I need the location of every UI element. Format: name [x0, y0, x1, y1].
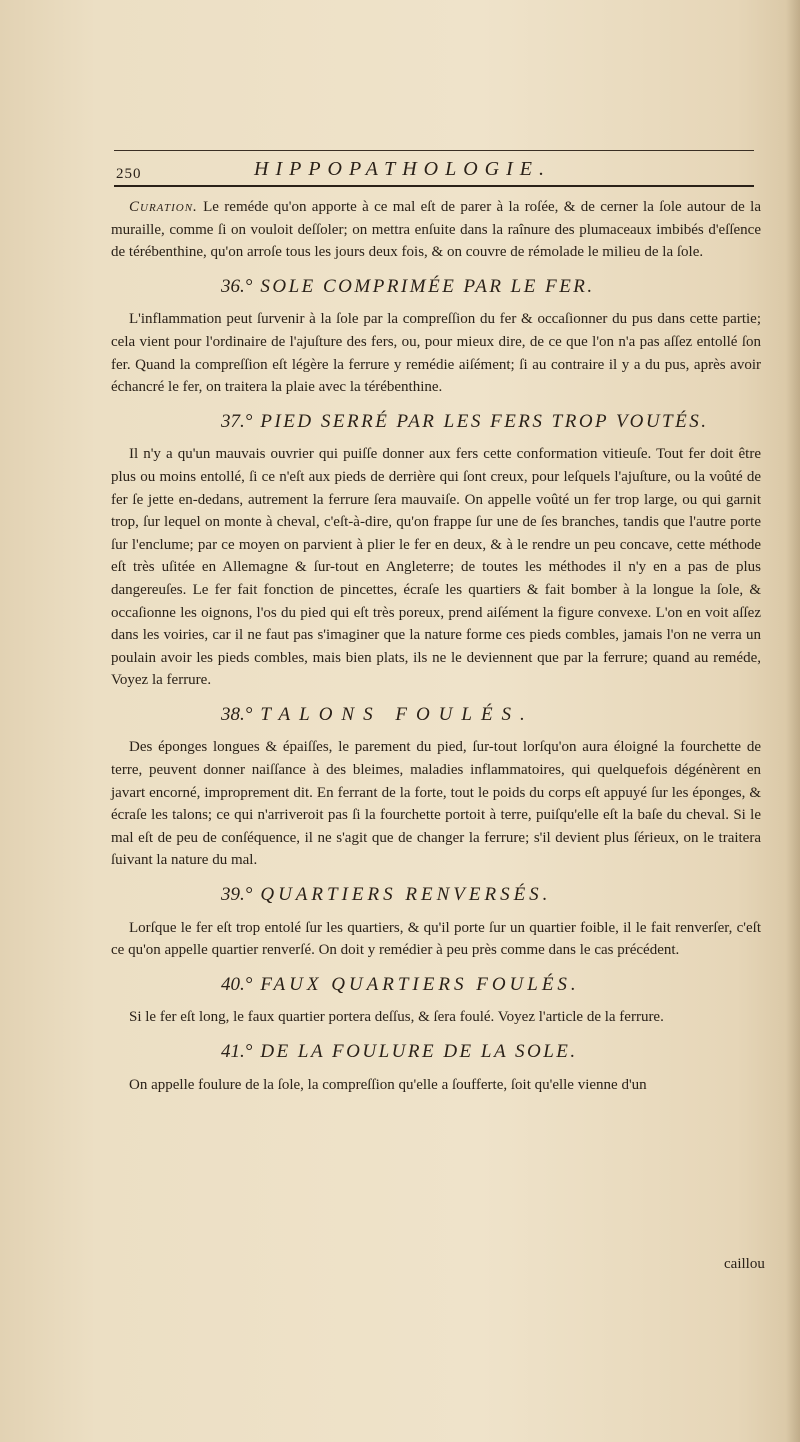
section-title-41: DE LA FOULURE DE LA SOLE. [260, 1041, 578, 1062]
running-head: HIPPOPATHOLOGIE. [254, 158, 551, 180]
intro-lead: Curation. [129, 199, 198, 215]
section-number-41: 41.° [221, 1041, 253, 1062]
section-heading-36 [111, 276, 761, 299]
header-rule-bottom [114, 185, 754, 187]
section-number-37: 37.° [221, 410, 253, 432]
intro-text: Le reméde qu'on apporte à ce mal eſt de parer à la roſée, & de cerner la ſole autour de la muraille, comme ſi on vouloit deſſoler; on mettra enſuite dans la raînure des plumaceaux imbibés d'eſſence de térébenthine, qu'on arroſe tous les jours deux fois, & on couvre de rémolade le milieu de la ſole. [111, 199, 762, 261]
section-title-39: QUARTIERS RENVERSÉS. [260, 884, 552, 906]
section-heading-38 [111, 704, 761, 727]
section-title-40: FAUX QUARTIERS FOULÉS. [260, 973, 580, 995]
intro-paragraph [111, 196, 761, 264]
section-title-37: PIED SERRÉ PAR LES FERS TROP VOUTÉS. [260, 410, 709, 432]
header-rule-top [114, 150, 754, 151]
section-heading-37 [111, 411, 761, 434]
section-title-38: TALONS FOULÉS. [260, 703, 534, 725]
catchword: caillou [724, 1256, 765, 1272]
section-number-38: 38.° [221, 703, 253, 725]
section-paragraph-36: L'inflammation peut ſurvenir à la ſole par la compreſſion du fer & occaſionner du pus dans cette partie; cela vient pour l'ordinaire de l'ajuſture des fers, ou, pour mieux dire, de ce que l'on n'a pas aſſez entollé ſon fer. Quand la compreſſion eſt légère la ferrure y remédie aiſément; ſi au contraire il y a du pus, après avoir échancré le fer, on traitera la plaie avec la térébenthine. [111, 311, 761, 396]
section-heading-41 [111, 1041, 761, 1064]
page-edge-shadow [786, 0, 800, 1442]
section-number-40: 40.° [221, 973, 253, 995]
section-heading-39 [111, 884, 761, 907]
section-paragraph-40: Si le fer eſt long, le faux quartier portera deſſus, & ſera foulé. Voyez l'article de la ferrure. [129, 1009, 664, 1026]
section-paragraph-39: Lorſque le fer eſt trop entolé ſur les quartiers, & qu'il porte ſur un quartier foible, il le fait renverſer, c'eſt ce qu'on appelle quartier renverſé. On doit y remédier à peu près comme dans le cas précédent. [111, 919, 761, 959]
section-paragraph-41: On appelle foulure de la ſole, la compreſſion qu'elle a ſoufferte, ſoit qu'elle vienne d'un [129, 1076, 647, 1093]
section-title-36: SOLE COMPRIMÉE PAR LE FER. [260, 275, 595, 297]
section-number-39: 39.° [221, 884, 253, 906]
section-paragraph-38: Des éponges longues & épaiſſes, le parement du pied, ſur-tout lorſqu'on aura éloigné la fourchette de terre, peuvent donner naiſſance à des bleimes, maladies inflammatoires, qui quelquefois dégénèrent en javart encorné, improprement dit. En ferrant de la forte, tout le poids du corps eſt appuyé ſur les éponges, & écraſe les talons; ce qui n'arriveroit pas ſi la fourchette portoit à terre, puiſqu'elle eſt la baſe du cheval. Si le mal eſt de peu de conſéquence, il ne s'agit que de changer la ferrure; s'il devient plus ſérieux, on le traitera ſuivant la nature du mal. [111, 739, 761, 869]
page-body [111, 196, 761, 1096]
section-number-36: 36.° [221, 275, 253, 297]
section-heading-40 [111, 974, 761, 997]
page-number: 250 [116, 166, 142, 182]
section-paragraph-37: Il n'y a qu'un mauvais ouvrier qui puiſſe donner aux fers cette conformation vitieuſe. Tout fer doit être plus ou moins entollé, ſi ce n'eſt aux pieds de derrière qui ſont creux, pour leſquels l'ajuſture, ou la voûté de fer ſe jette en-dedans, autrement la ferrure ſera mauvaiſe. On appelle voûté un fer trop large, ou qui garnit trop, ſur lequel on monte à cheval, c'eſt-à-dire, qu'on frappe ſur une de ſes branches, tandis que l'autre porte ſur l'enclume; par ce moyen on parvient à plier le fer en deux, & à le rendre un peu concave, cette méthode eſt très uſitée en Allemagne & ſur-tout en Angleterre; de toutes les méthodes il n'y en a pas de plus dangereuſes. Le fer fait fonction de pincettes, écraſe les quartiers & fait bomber à la longue la ſole, & occaſionne les oignons, l'os du pied qui eſt très poreux, prend aiſément la figure convexe. L'on en voit aſſez dans les voiries, car il ne faut pas s'imaginer que la nature forme ces pieds combles, jamais l'on ne verra un poulain avoir les pieds combles, mais bien plats, ils ne le deviennent que par la ferrure; quand au reméde, Voyez la ferrure. [111, 446, 761, 689]
